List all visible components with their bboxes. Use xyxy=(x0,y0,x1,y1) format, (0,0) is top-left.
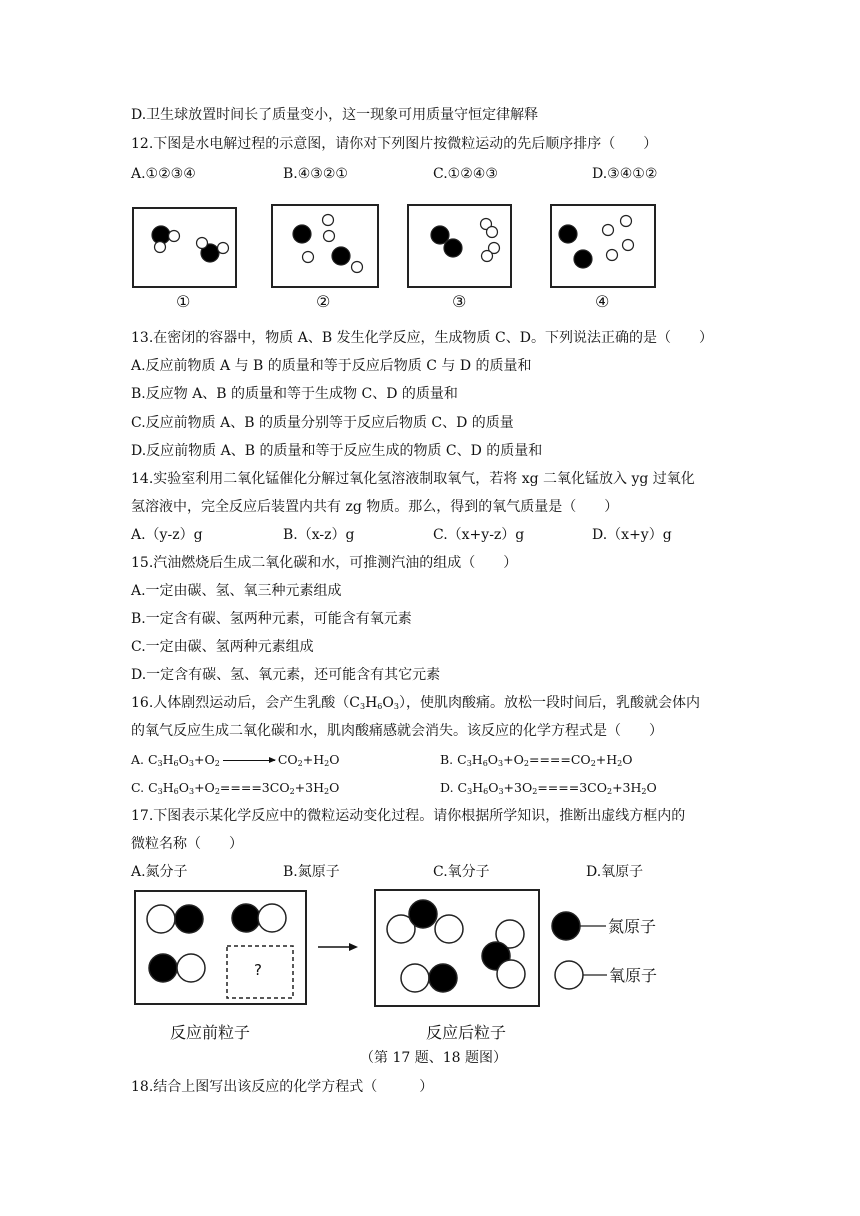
question-16-stem-line1: 16.人体剧烈运动后，会产生乳酸$(C_3H_6O_3)$，使肌肉酸痛。放松一段时间后，乳酸就会体内 xyxy=(131,695,700,711)
q17-option-b[interactable]: B.氮原子 xyxy=(283,864,340,880)
panel-label-2: ② xyxy=(316,292,331,311)
question-15-stem: 15.汽油燃烧后生成二氧化碳和水，可推测汽油的组成（ ） xyxy=(131,555,518,571)
after-caption: 反应后粒子 xyxy=(426,1023,507,1042)
question-12-stem: 12.下图是水电解过程的示意图，请你对下列图片按微粒运动的先后顺序排序（ ） xyxy=(131,136,658,152)
oxygen-atom xyxy=(147,905,175,933)
q12-option-b[interactable]: B.④③②① xyxy=(283,166,348,182)
q12-option-a[interactable]: A.①②③④ xyxy=(131,166,196,182)
oxygen-atom xyxy=(258,904,286,932)
q12-option-d[interactable]: D.③④①② xyxy=(592,166,658,182)
oxygen-atom xyxy=(177,954,205,982)
oxygen-atom xyxy=(435,915,463,943)
question-16-stem-line2: 的氧气反应生成二氧化碳和水，肌肉酸痛感就会消失。该反应的化学方程式是（ ） xyxy=(131,723,663,739)
q13-option-b[interactable]: B.反应物 A、B 的质量和等于生成物 C、D 的质量和 xyxy=(131,386,458,402)
q16-text-a: 16.人体剧烈运动后，会产生乳酸（C xyxy=(131,695,360,711)
legend-nitrogen-label: 氮原子 xyxy=(608,917,657,936)
legend-oxygen-label: 氧原子 xyxy=(609,966,658,985)
q14-option-c[interactable]: C.（x+y-z）g xyxy=(433,527,525,543)
question-mark: ? xyxy=(254,961,262,979)
legend-nitrogen-icon xyxy=(552,912,580,940)
q16-option-b[interactable]: B. $C_3H_6O_3+O_2====CO_2+H_2O$ xyxy=(440,752,633,768)
nitrogen-atom xyxy=(175,905,203,933)
question-18-stem: 18.结合上图写出该反应的化学方程式（ ） xyxy=(131,1079,434,1095)
oxygen-atom xyxy=(497,960,525,988)
question-14-stem-line2: 氢溶液中，完全反应后装置内共有 zg 物质。那么，得到的氧气质量是（ ） xyxy=(131,499,619,515)
q14-option-b[interactable]: B.（x-z）g xyxy=(283,527,355,543)
q16-option-c[interactable]: C. $C_3H_6O_3+O_2====3CO_2+3H_2O$ xyxy=(131,780,340,796)
q16-option-c-label: C. C xyxy=(131,780,158,795)
q17-option-a[interactable]: A.氮分子 xyxy=(131,864,188,880)
q14-option-a[interactable]: A.（y-z）g xyxy=(131,527,203,543)
oxygen-atom xyxy=(401,964,429,992)
question-17-stem-line2: 微粒名称（ ） xyxy=(131,836,243,852)
panel-label-3: ③ xyxy=(452,292,467,311)
q15-option-c[interactable]: C.一定由碳、氢两种元素组成 xyxy=(131,639,314,655)
q11-option-d: D.卫生球放置时间长了质量变小，这一现象可用质量守恒定律解释 xyxy=(131,107,539,123)
q13-option-d[interactable]: D.反应前物质 A、B 的质量和等于反应生成的物质 C、D 的质量和 xyxy=(131,443,543,459)
arrow-head-icon xyxy=(349,943,358,951)
figure-caption: （第 17 题、18 题图） xyxy=(360,1050,507,1066)
q13-option-a[interactable]: A.反应前物质 A 与 B 的质量和等于反应后物质 C 与 D 的质量和 xyxy=(131,358,532,374)
before-caption: 反应前粒子 xyxy=(170,1023,251,1042)
question-13-stem: 13.在密闭的容器中，物质 A、B 发生化学反应，生成物质 C、D。下列说法正确的是（ ） xyxy=(131,330,713,346)
nitrogen-atom xyxy=(429,964,457,992)
q12-option-c[interactable]: C.①②④③ xyxy=(433,166,498,182)
q16-option-a[interactable]: A. $C_3H_6O_3+O_2$ $CO_2+H_2O$ xyxy=(131,752,340,768)
nitrogen-atom xyxy=(232,904,260,932)
question-14-stem-line1: 14.实验室利用二氧化锰催化分解过氧化氢溶液制取氧气，若将 xg 二氧化锰放入 yg 过氧化 xyxy=(131,471,695,487)
q15-option-d[interactable]: D.一定含有碳、氢、氧元素，还可能含有其它元素 xyxy=(131,667,441,683)
q14-option-d[interactable]: D.（x+y）g xyxy=(592,527,672,543)
panel-label-4: ④ xyxy=(595,292,610,311)
q17-option-d[interactable]: D.氧原子 xyxy=(586,864,644,880)
q15-option-b[interactable]: B.一定含有碳、氢两种元素，可能含有氧元素 xyxy=(131,611,412,627)
q13-option-c[interactable]: C.反应前物质 A、B 的质量分别等于反应后物质 C、D 的质量 xyxy=(131,415,514,431)
nitrogen-atom xyxy=(149,954,177,982)
q16-option-b-label: B. C xyxy=(440,752,467,767)
nitrogen-atom xyxy=(409,900,437,928)
q16-text-b: ），使肌肉酸痛。放松一段时间后，乳酸就会体内 xyxy=(398,695,700,711)
q16-option-d-label: D. C xyxy=(440,780,468,795)
question-17-stem-line1: 17.下图表示某化学反应中的微粒运动变化过程。请你根据所学知识，推断出虚线方框内的 xyxy=(131,808,686,824)
q17-option-c[interactable]: C.氧分子 xyxy=(433,864,490,880)
q15-option-a[interactable]: A.一定由碳、氢、氧三种元素组成 xyxy=(131,583,342,599)
q16-option-a-label: A. C xyxy=(131,752,158,767)
q16-option-d[interactable]: D. $C_3H_6O_3+3O_2====3CO_2+3H_2O$ xyxy=(440,780,657,796)
legend-oxygen-icon xyxy=(555,961,583,989)
panel-label-1: ① xyxy=(176,292,191,311)
